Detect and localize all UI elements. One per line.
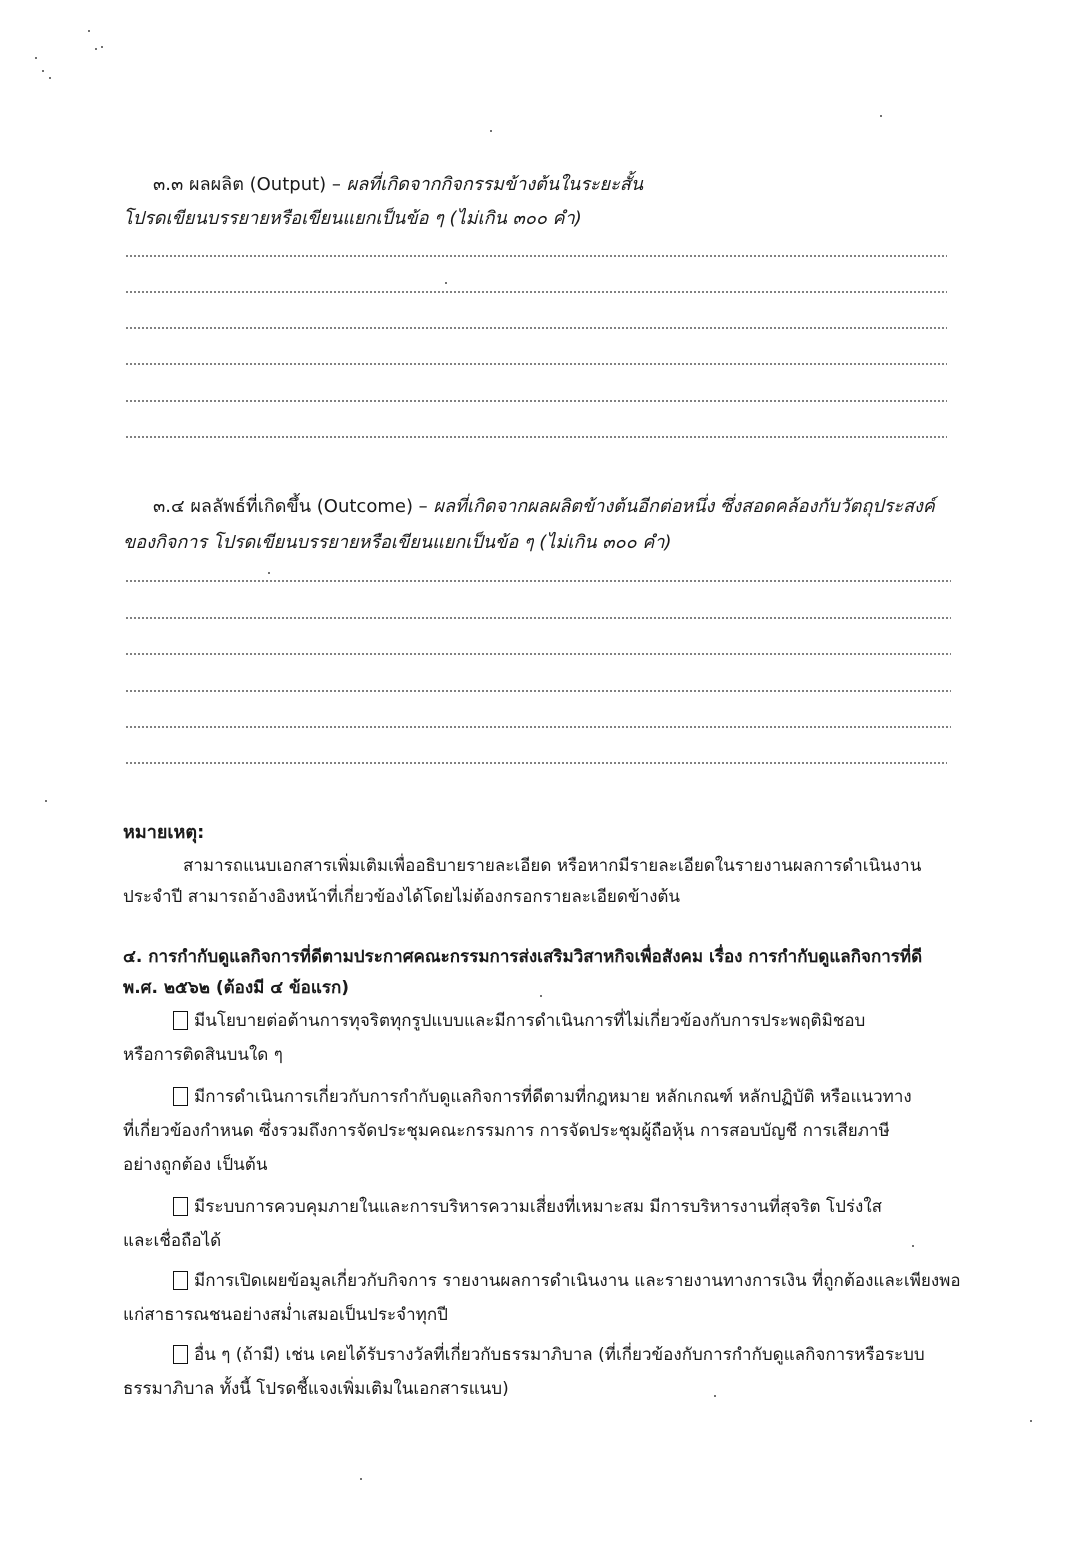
scan-speck [540,995,542,997]
answer-line[interactable] [125,436,947,438]
note-heading: หมายเหตุ: [123,822,205,843]
note-line-2: ประจำปี สามารถอ้างอิงหน้าที่เกี่ยวข้องได้โดยไม่ต้องกรอกรายละเอียดข้างต้น [123,887,681,907]
governance-item [123,1190,973,1258]
checkbox[interactable] [173,1345,188,1364]
checkbox[interactable] [173,1087,188,1106]
section-3-3-prefix: ๓.๓ ผลผลิต (Output) – [153,174,347,195]
scan-speck [1030,1420,1032,1422]
governance-item [123,1338,973,1406]
answer-line[interactable] [125,653,951,655]
section-3-4-prefix: ๓.๔ ผลลัพธ์ที่เกิดขึ้น (Outcome) – [153,496,434,517]
answer-line[interactable] [125,690,951,692]
governance-item [123,1080,973,1182]
answer-line[interactable] [125,291,947,293]
answer-line[interactable] [125,617,951,619]
scan-speck [35,57,37,59]
governance-item-text: มีการดำเนินการเกี่ยวกับการกำกับดูแลกิจการที่ดีตามที่กฎหมาย หลักเกณฑ์ หลักปฏิบัติ หรือแนวทาง [194,1087,912,1107]
answer-line[interactable] [125,762,947,764]
answer-line[interactable] [125,580,951,582]
answer-line[interactable] [125,363,947,365]
scan-speck [714,1395,716,1397]
checkbox[interactable] [173,1197,188,1216]
governance-item-text-cont: หรือการติดสินบนใด ๆ [123,1045,283,1065]
scan-speck [268,572,270,574]
checkbox[interactable] [173,1271,188,1290]
answer-line[interactable] [125,255,947,257]
checkbox[interactable] [173,1011,188,1030]
section-3-4-title-italic: ผลที่เกิดจากผลผลิตข้างต้นอีกต่อหนึ่ง ซึ่งสอดคล้องกับวัตถุประสงค์ [433,496,935,517]
governance-item-text: มีนโยบายต่อต้านการทุจริตทุกรูปแบบและมีการดำเนินการที่ไม่เกี่ยวข้องกับการประพฤติมิชอบ [194,1011,866,1031]
governance-item [123,1004,973,1072]
governance-item-text-cont: และเชื่อถือได้ [123,1231,222,1251]
scan-speck [49,77,51,79]
governance-item-text-cont: แก่สาธารณชนอย่างสม่ำเสมอเป็นประจำทุกปี [123,1305,448,1325]
section-4-heading: ๔. การกำกับดูแลกิจการที่ดีตามประกาศคณะกรรมการส่งเสริมวิสาหกิจเพื่อสังคม เรื่อง การกำกับดูแลกิจการที่ดี [123,947,923,967]
governance-item-text: มีการเปิดเผยข้อมูลเกี่ยวกับกิจการ รายงานผลการดำเนินงาน และรายงานทางการเงิน ที่ถูกต้องและเพียงพอ [194,1271,961,1291]
governance-item-text-cont: ธรรมาภิบาล ทั้งนี้ โปรดชี้แจงเพิ่มเติมในเอกสารแนบ) [123,1379,509,1399]
answer-line[interactable] [125,327,947,329]
scan-speck [912,1245,914,1247]
answer-line[interactable] [125,400,947,402]
scan-speck [95,48,97,50]
answer-line[interactable] [125,726,951,728]
scan-speck [42,70,44,72]
scan-speck [880,115,882,117]
section-3-4-title [153,494,935,520]
note-line-1: สามารถแนบเอกสารเพิ่มเติมเพื่ออธิบายรายละเอียด หรือหากมีรายละเอียดในรายงานผลการดำเนินงาน [183,856,922,876]
scan-speck [360,1478,362,1480]
governance-item [123,1264,973,1332]
governance-item-text-cont: ที่เกี่ยวข้องกำหนด ซึ่งรวมถึงการจัดประชุมคณะกรรมการ การจัดประชุมผู้ถือหุ้น การสอบบัญชี การเสียภาษี [123,1121,890,1141]
governance-item-text: มีระบบการควบคุมภายในและการบริหารความเสี่ยงที่เหมาะสม มีการบริหารงานที่สุจริต โปร่งใส [194,1197,883,1217]
scan-speck [101,46,103,48]
section-3-3-title [153,172,643,198]
section-3-4-instruction: ของกิจการ โปรดเขียนบรรยายหรือเขียนแยกเป็นข้อ ๆ (ไม่เกิน ๓๐๐ คำ) [123,532,672,553]
scan-speck [445,282,447,284]
section-4-heading-line2: พ.ศ. ๒๕๖๒ (ต้องมี ๔ ข้อแรก) [123,978,350,998]
scan-speck [45,800,47,802]
scan-speck [88,30,90,32]
scan-speck [490,130,492,132]
governance-item-text: อื่น ๆ (ถ้ามี) เช่น เคยได้รับรางวัลที่เกี่ยวกับธรรมาภิบาล (ที่เกี่ยวข้องกับการกำกับดูแลกิจการหรือระบบ [194,1345,925,1365]
section-3-3-title-italic: ผลที่เกิดจากกิจกรรมข้างต้นในระยะสั้น [346,174,644,195]
governance-item-text-cont: อย่างถูกต้อง เป็นต้น [123,1155,268,1175]
section-3-3-instruction: โปรดเขียนบรรยายหรือเขียนแยกเป็นข้อ ๆ (ไม่เกิน ๓๐๐ คำ) [123,208,582,229]
